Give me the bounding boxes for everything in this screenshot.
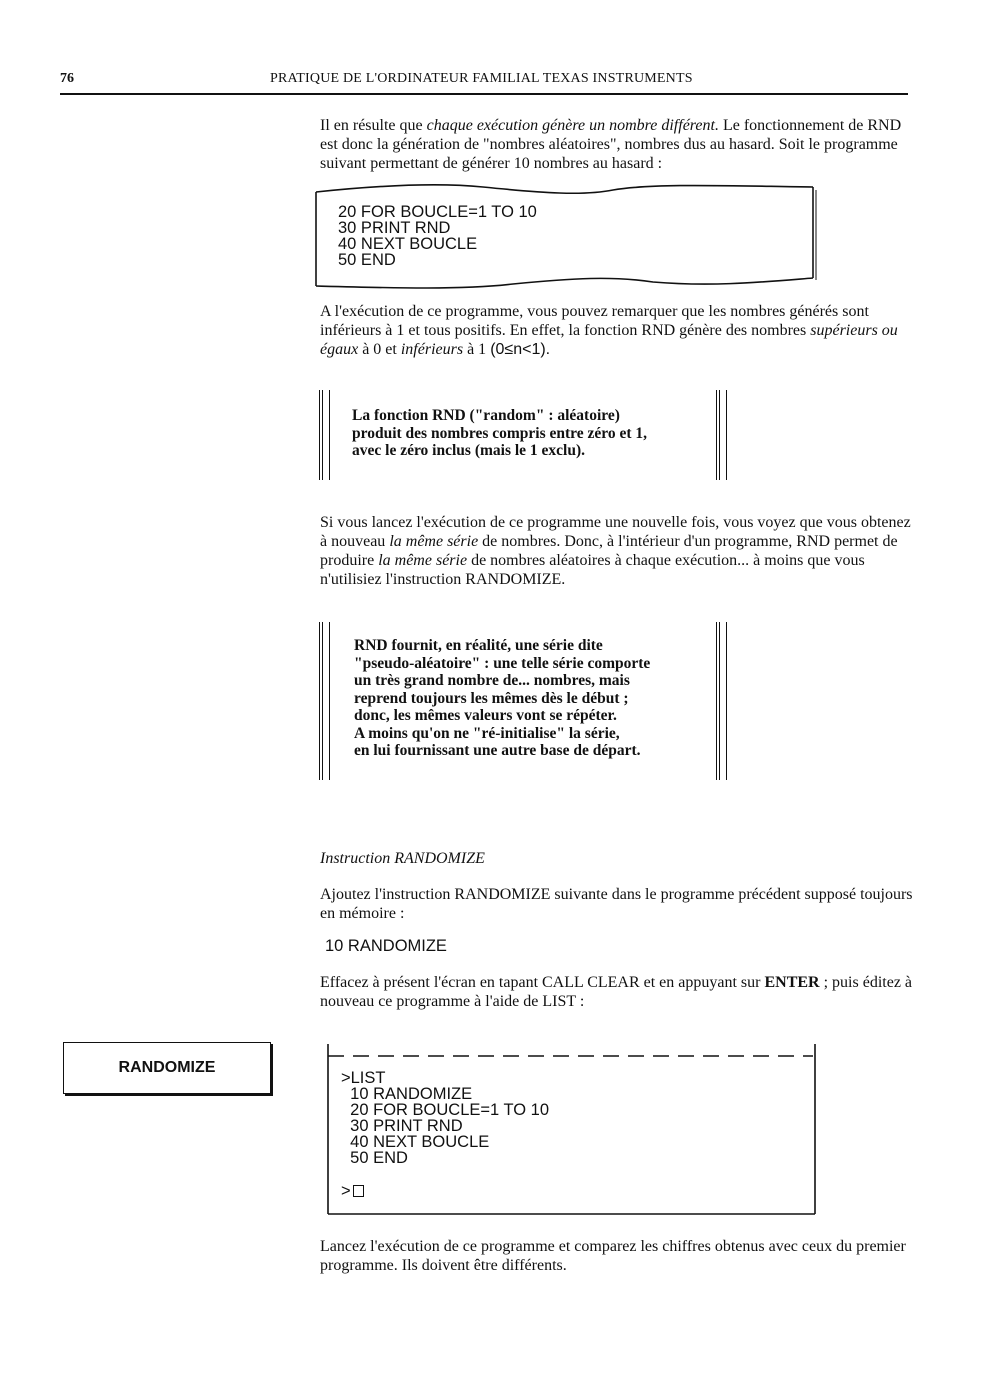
code-line: 30 PRINT RND — [350, 1117, 463, 1135]
text-span: ; puis éditez à nouveau ce programme à l'aide de LIST : — [320, 974, 913, 1010]
list-prompt: >LIST — [341, 1069, 386, 1087]
callout-pseudo-random: RND fournit, en réalité, une série dite "pseudo-aléatoire" : une telle série comporte un très grand nombre de... nombres, mais reprend toujours les mêmes dès le début ; donc, les mêmes valeurs vont se répéter. A moins qu'on ne "ré-initialise" la série, en lui fournissant une autre base de départ. — [354, 637, 651, 759]
code-line: 40 NEXT BOUCLE — [350, 1133, 490, 1151]
code-block-1 — [338, 204, 537, 268]
text-span: Si vous lancez l'exécution de ce programme une nouvelle fois, vous voyez que vous obtenez à nouveau — [320, 514, 911, 550]
callout-bars-left — [319, 390, 330, 480]
paragraph-intro — [320, 116, 918, 173]
header-rule — [60, 93, 908, 95]
page-number: 76 — [60, 71, 74, 86]
code-line: 20 FOR BOUCLE=1 TO 10 — [338, 203, 537, 221]
code-line-randomize: 10 RANDOMIZE — [325, 937, 447, 955]
code-line: 30 PRINT RND — [338, 219, 451, 237]
emphasis-span: la même série — [378, 552, 468, 569]
callout-bars-right — [716, 622, 727, 780]
text-span: Le fonctionnement de RND est donc la génération de "nombres aléatoires", nombres dus au hasard. Soit le programme suivant permettant de générer 10 nombres au hasard : — [320, 117, 902, 172]
paragraph-call-clear — [320, 973, 918, 1011]
text-span: à 0 et — [358, 341, 401, 358]
text-span: Effacez à présent l'écran en tapant CALL CLEAR et en appuyant sur — [320, 974, 765, 991]
running-head: PRATIQUE DE L'ORDINATEUR FAMILIAL TEXAS INSTRUMENTS — [270, 71, 693, 86]
code-line: 20 FOR BOUCLE=1 TO 10 — [350, 1101, 550, 1119]
code-line: 40 NEXT BOUCLE — [338, 235, 478, 253]
cursor-icon — [353, 1185, 364, 1197]
sidebar-label: RANDOMIZE — [118, 1059, 216, 1076]
text-span: Il en résulte que — [320, 117, 427, 134]
callout-rnd-definition: La fonction RND ("random" : aléatoire) produit des nombres compris entre zéro et 1, avec le zéro inclus (mais le 1 exclu). — [352, 407, 648, 459]
emphasis-span: la même série — [389, 533, 479, 550]
paragraph-same-series — [320, 513, 918, 589]
paragraph-add-randomize: Ajoutez l'instruction RANDOMIZE suivante dans le programme précédent supposé toujours en mémoire : — [320, 886, 913, 922]
listing-block — [341, 1070, 549, 1166]
text-span: de nombres aléatoires à chaque exécution... à moins que vous n'utilisiez l'instruction RANDOMIZE. — [320, 552, 865, 588]
emphasis-span: chaque exécution génère un nombre différent. — [426, 117, 719, 134]
section-title: Instruction RANDOMIZE — [320, 850, 485, 867]
code-line: 50 END — [350, 1149, 408, 1167]
key-name: ENTER — [764, 974, 820, 991]
text-span: de nombres. Donc, à l'intérieur d'un programme, RND permet de produire — [320, 533, 898, 569]
paragraph-compare: Lancez l'exécution de ce programme et comparez les chiffres obtenus avec ceux du premier programme. Ils doivent être différents. — [320, 1238, 906, 1274]
text-span: A l'exécution de ce programme, vous pouvez remarquer que les nombres générés sont inférieurs à 1 et tous positifs. En effet, la fonction RND génère des nombres — [320, 303, 869, 339]
final-prompt — [341, 1183, 364, 1199]
text-span: à 1 — [463, 341, 491, 358]
emphasis-span: inférieurs — [400, 341, 464, 358]
sidebar-label-box — [63, 1042, 271, 1094]
prompt-symbol: > — [341, 1182, 351, 1200]
code-line: 10 RANDOMIZE — [350, 1085, 473, 1103]
paragraph-rnd-range — [320, 302, 918, 359]
callout-bars-right — [716, 390, 727, 480]
callout-bars-left — [319, 622, 330, 780]
emphasis-span: supérieurs ou égaux — [320, 322, 898, 358]
inequality-span: (0≤n<1). — [490, 341, 551, 358]
code-line: 50 END — [338, 251, 396, 269]
